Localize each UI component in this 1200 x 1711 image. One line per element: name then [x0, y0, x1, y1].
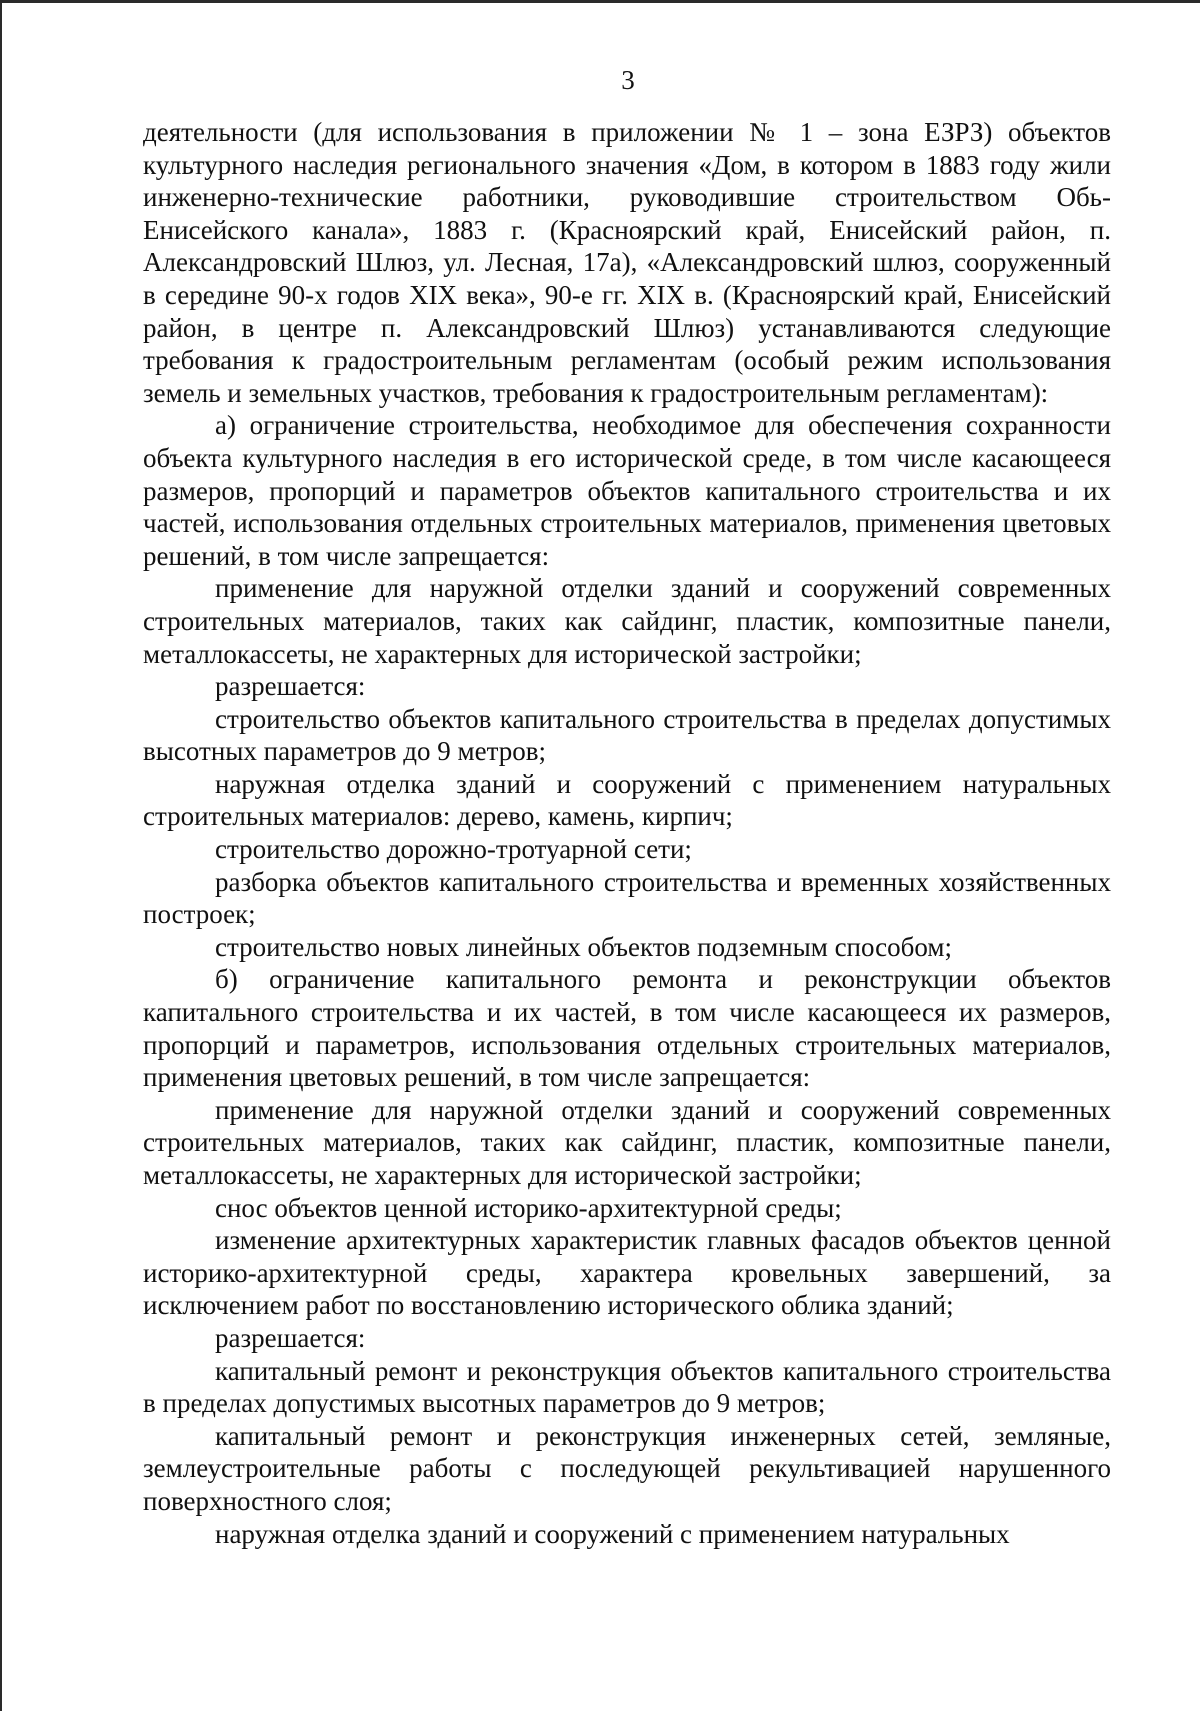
- paragraph-allowed-repair: капитальный ремонт и реконструкция объектов капитального строительства в пределах допустимых высотных параметров до 9 метров;: [143, 1355, 1111, 1419]
- scan-left-border: [0, 0, 2, 1711]
- paragraph-allowed-sidewalks: строительство дорожно-тротуарной сети;: [215, 834, 692, 865]
- paragraph-allowed-underground: строительство новых линейных объектов подземным способом;: [215, 931, 952, 962]
- paragraph-allowed-heading-2: разрешается:: [215, 1322, 366, 1353]
- paragraph-item-b: б) ограничение капитального ремонта и реконструкции объектов капитального строительства и их частей, в том числе касающееся их размеров, пропорций и параметров, использования отдельных строительных материалов, применения цветовых решений, в том числе запрещается:: [143, 964, 1111, 1093]
- paragraph-item-a: а) ограничение строительства, необходимое для обеспечения сохранности объекта культурного наследия в его исторической среде, в том числе касающееся размеров, пропорций и параметров объектов капитального строительства и их частей, использования отдельных строительных материалов, применения цветовых решений, в том числе запрещается:: [143, 410, 1111, 571]
- paragraph-allowed-networks: капитальный ремонт и реконструкция инженерных сетей, земляные, землеустроительные работы с последующей рекультивацией нарушенного поверхностного слоя;: [143, 1420, 1111, 1516]
- scan-top-border: [0, 0, 1200, 3]
- paragraph-prohibited-materials-2: применение для наружной отделки зданий и сооружений современных строительных материалов, таких как сайдинг, пластик, композитные панели, металлокассеты, не характерных для исторической застройки;: [143, 1094, 1111, 1190]
- body-text: [143, 116, 1111, 1550]
- paragraph-allowed-finishing: наружная отделка зданий и сооружений с применением натуральных строительных материалов: дерево, камень, кирпич;: [143, 768, 1111, 832]
- paragraph-prohibited-materials: применение для наружной отделки зданий и сооружений современных строительных материалов, таких как сайдинг, пластик, композитные панели, металлокассеты, не характерных для исторической застройки;: [143, 573, 1111, 669]
- paragraph-continuation: деятельности (для использования в приложении № 1 – зона ЕЗРЗ) объектов культурного наследия регионального значения «Дом, в котором в 1883 году жили инженерно-технические работники, руководившие строительством Обь-Енисейского канала», 1883 г. (Красноярский край, Енисейский район, п. Александровский Шлюз, ул. Лесная, 17а), «Александровский шлюз, сооруженный в середине 90-х годов XIX века», 90-е гг. XIX в. (Красноярский край, Енисейский район, в центре п. Александровский Шлюз) устанавливаются следующие требования к градостроительным регламентам (особый режим использования земель и земельных участков, требования к градостроительным регламентам):: [143, 117, 1111, 408]
- paragraph-allowed-heading: разрешается:: [215, 671, 366, 702]
- paragraph-allowed-construction: строительство объектов капитального строительства в пределах допустимых высотных параметров до 9 метров;: [143, 703, 1111, 767]
- paragraph-prohibited-demolition: снос объектов ценной историко-архитектурной среды;: [215, 1192, 842, 1223]
- page-number: 3: [621, 65, 635, 95]
- paragraph-allowed-dismantling: разборка объектов капитального строительства и временных хозяйственных построек;: [143, 866, 1111, 930]
- paragraph-prohibited-facade-change: изменение архитектурных характеристик главных фасадов объектов ценной историко-архитектурной среды, характера кровельных завершений, за исключением работ по восстановлению исторического облика зданий;: [143, 1225, 1111, 1321]
- paragraph-allowed-finishing-2: наружная отделка зданий и сооружений с применением натуральных: [215, 1518, 1010, 1549]
